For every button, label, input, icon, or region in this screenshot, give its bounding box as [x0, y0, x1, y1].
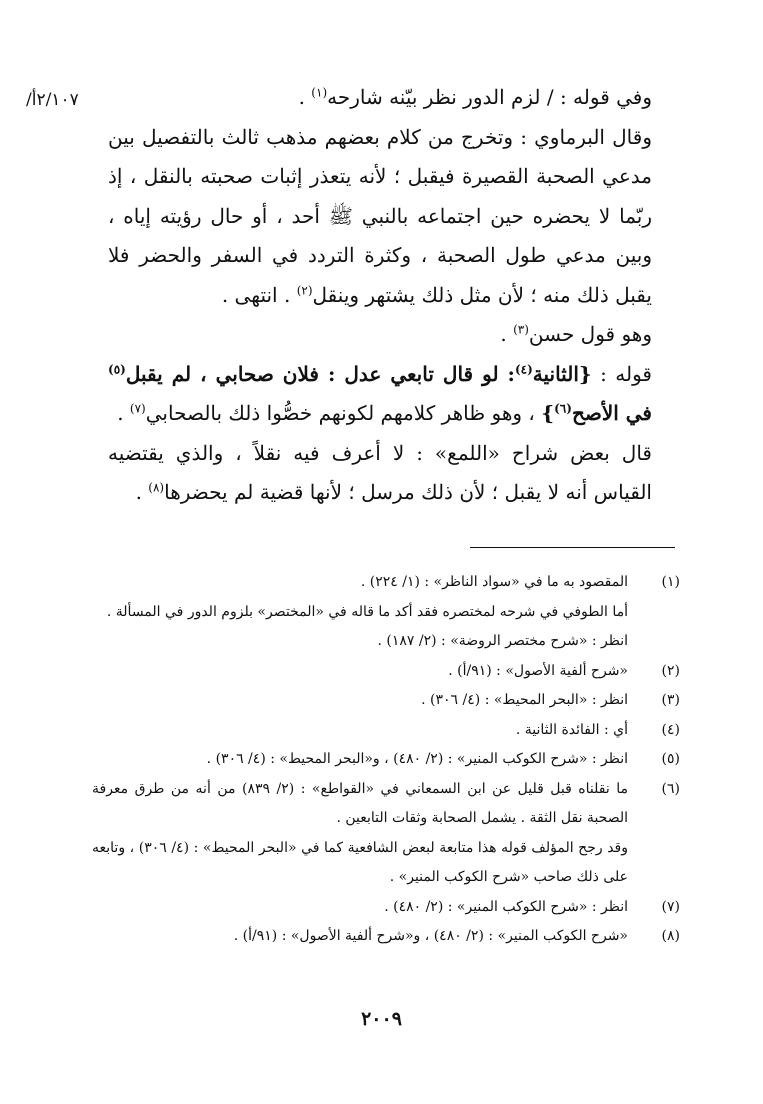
quoted-matn: } [541, 401, 555, 425]
footnote-ref: (٢) [296, 282, 313, 297]
page-number: ٢٠٠٩ [361, 1008, 402, 1030]
paragraph-5: قال بعض شراح «اللمع» : لا أعرف فيه نقلاً ، والذي يقتضيه القياس أنه لا يقبل ؛ لأن ذلك مرسل ؛ لأنها قضية لم يحضرها$^{(٨)}$ . [108, 440, 652, 504]
footnote-ref: (١) [311, 85, 328, 100]
quoted-matn: {الثانية [532, 361, 592, 386]
footnote-ref: (٨) [148, 480, 165, 495]
manuscript-folio-note: ٢/١٠٧أ/ [26, 90, 79, 110]
footnote-number: (٦) [661, 780, 680, 797]
footnote-number: (٢) [661, 662, 680, 679]
footnote-ref: (٤) [514, 361, 533, 376]
footnotes [92, 568, 682, 952]
footnote-ref: (٦) [554, 401, 572, 416]
footnote-separator [470, 547, 675, 548]
footnote-3: (٣) انظر : «البحر المحيط» : (٤/ ٣٠٦) . [92, 686, 682, 716]
footnote-number: (٧) [661, 898, 680, 915]
footnote-5: (٥) انظر : «شرح الكوكب المنير» : (٢/ ٤٨٠) ، و«البحر المحيط» : (٤/ ٣٠٦) . [92, 745, 682, 775]
footnote-ref: (٣) [513, 322, 529, 337]
footnote-4: (٤) أي : الفائدة الثانية . [92, 716, 682, 746]
paragraph-1: وفي قوله : / لزم الدور نظر بيّنه شارحه$^{(١)}$ . [298, 85, 652, 109]
footnote-7: (٧) انظر : «شرح الكوكب المنير» : (٢/ ٤٨٠) . [92, 893, 682, 923]
footnote-6: (٦) ما نقلناه قبل قليل عن ابن السمعاني في «القواطع» : (٢/ ٨٣٩) من أنه من طرق معرفة الصحبة نقل الثقة . يشمل الصحابة وثقات التابعين . وقد رجح المؤلف قوله هذا متابعة لبعض الشافعية كما في «البحر المحيط» : (٤/ ٣٠٦) ، وتابعه على ذلك صاحب «شرح الكوكب المنير» . [92, 775, 682, 893]
footnote-ref: (٥) [108, 361, 126, 376]
footnote-number: (٨) [661, 928, 680, 944]
quoted-matn: في الأصح [571, 401, 652, 425]
quoted-matn: : لو قال تابعي عدل : فلان صحابي ، لم يقبل [125, 361, 515, 386]
footnote-2: (٢) «شرح ألفية الأصول» : (٩١/أ) . [92, 657, 682, 687]
main-text [108, 78, 680, 513]
paragraph-3: وهو قول حسن$^{(٣)}$ . [500, 322, 652, 346]
footnote-number: (٣) [661, 692, 680, 708]
footnote-number: (٤) [661, 721, 680, 738]
footnote-1: (١) المقصود به ما في «سواد الناظر» : (١/ ٢٢٤) . أما الطوفي في شرحه لمختصره فقد أكد ما قاله في «المختصر» بلزوم الدور في المسألة . انظر : «شرح مختصر الروضة» : (٢/ ١٨٧) . [92, 568, 682, 657]
paragraph-2: وقال البرماوي : وتخرج من كلام بعضهم مذهب ثالث بالتفصيل بين مدعي الصحبة القصيرة فيقبل ؛ لأنه يتعذر إثبات صحبته بالنقل ، إذ ربّما لا يحضره حين اجتماعه بالنبي ﷺ أحد ، أو حال رؤيته إياه ، وبين مدعي طول الصحبة ، وكثرة التردد في السفر والحضر فلا يقبل ذلك منه ؛ لأن مثل ذلك يشتهر وينقل$^{(٢)}$ . انتهى . [108, 124, 652, 307]
footnote-number: (١) [661, 574, 680, 590]
footnote-ref: (٧) [129, 401, 146, 416]
footnote-8: (٨) «شرح الكوكب المنير» : (٢/ ٤٨٠) ، و«شرح ألفية الأصول» : (٩١/أ) . [92, 922, 682, 952]
footnote-number: (٥) [661, 751, 680, 767]
paragraph-4: قوله : {الثانية$^{(٤)}$: لو قال تابعي عدل : فلان صحابي ، لم يقبل$^{(٥)}$ في الأصح$^{(٦)}$} ، وهو ظاهر كلامهم لكونهم خصُّوا ذلك بالصحابي$^{(٧)}$ . [108, 361, 652, 425]
